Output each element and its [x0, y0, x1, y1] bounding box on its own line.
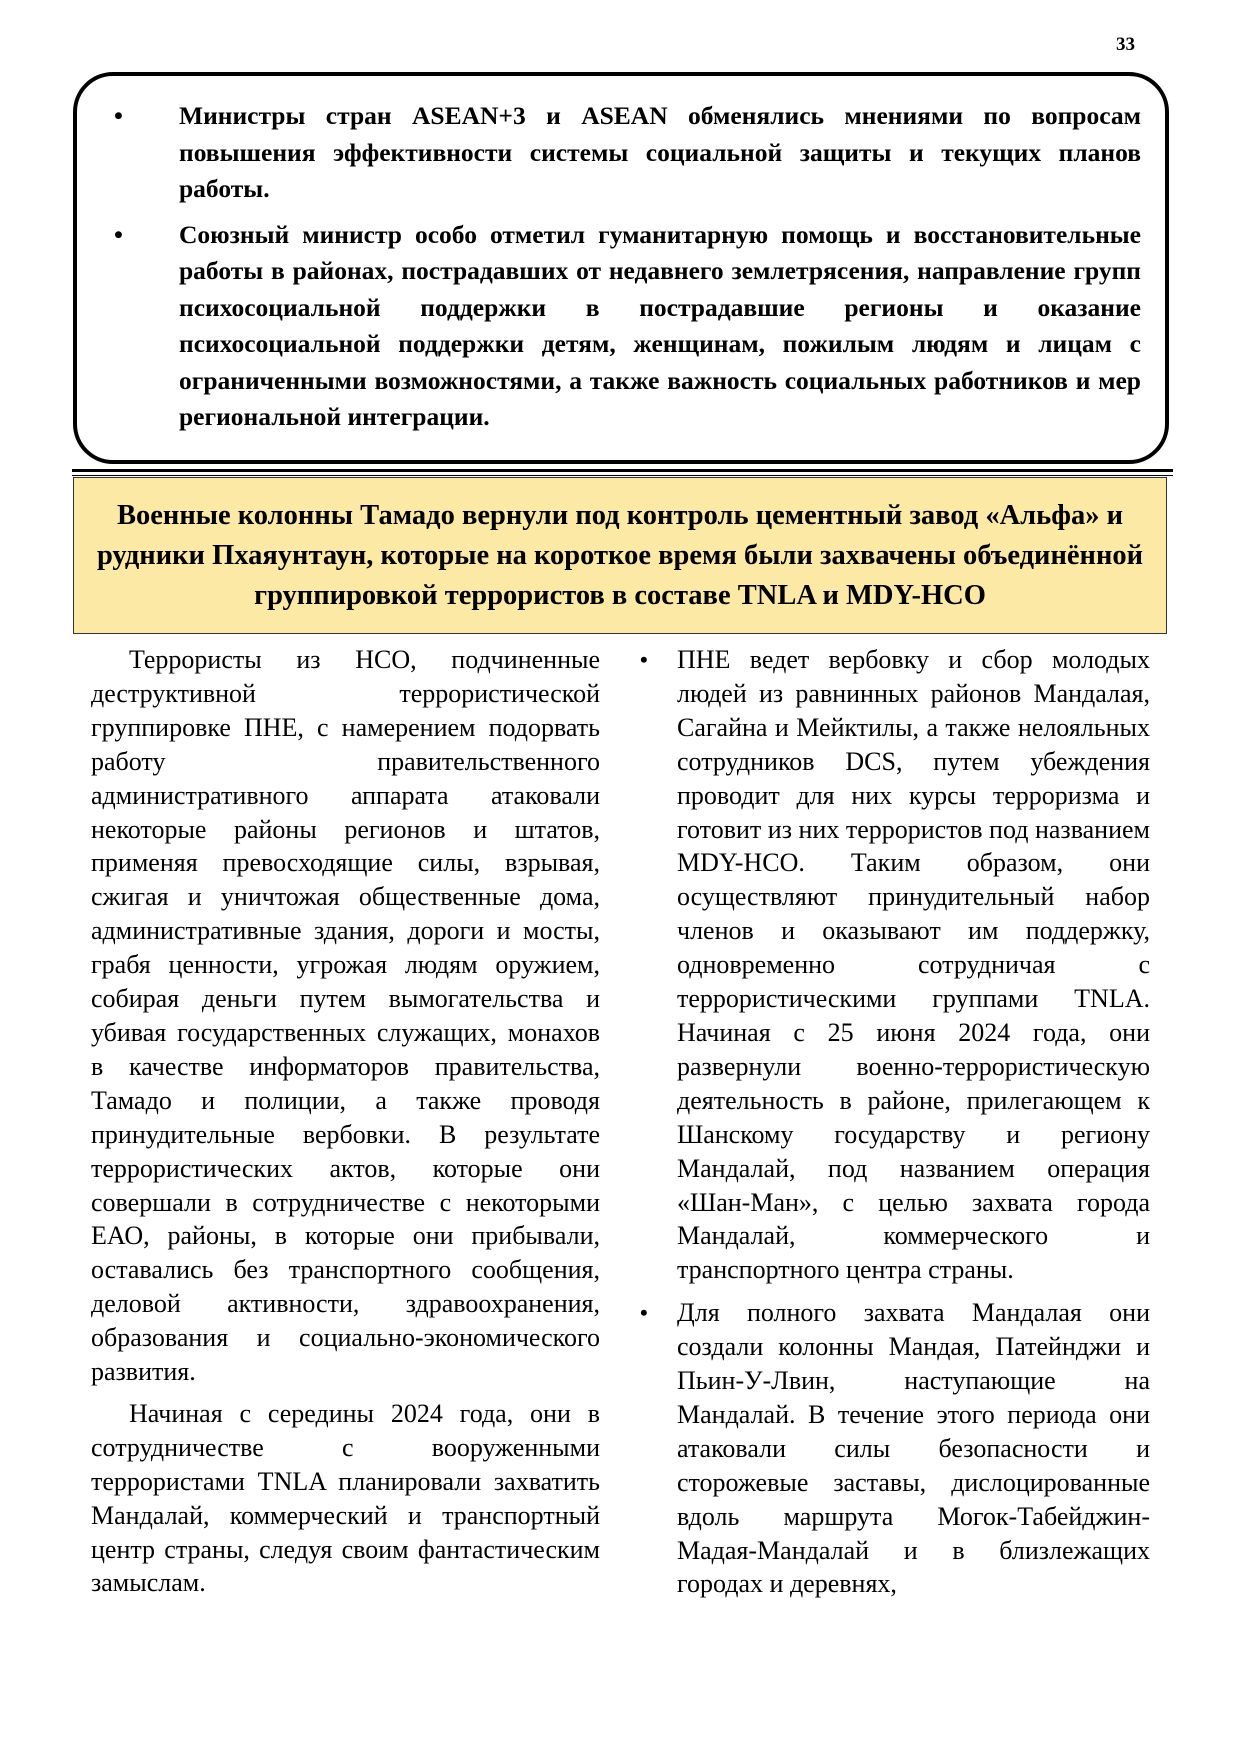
- headline-text: Военные колонны Тамадо вернули под контроль цементный завод «Альфа» и рудники Пхаяунтаун, которые на короткое время были захвачены объединённой группировкой террористов в составе TNLA и MDY-HCO: [96, 499, 1144, 611]
- section-divider-thin: [72, 475, 1173, 476]
- right-column: [640, 643, 1150, 1601]
- body-paragraph: Террористы из НСО, подчиненные деструктивной террористической группировке ПНЕ, с намерением подорвать работу правительственного административного аппарата атаковали некоторые районы регионов и штатов, применяя превосходящие силы, взрывая, сжигая и уничтожая общественные дома, административные здания, дороги и мосты, грабя ценности, угрожая людям оружием, собирая деньги путем вымогательства и убивая государственных служащих, монахов в качестве информаторов правительства, Тамадо и полиции, а также проводя принудительные вербовки. В результате террористических актов, которые они совершали в сотрудничестве с некоторыми ЕАО, районы, в которые они прибывали, оставались без транспортного сообщения, деловой активности, здравоохранения, образования и социально-экономического развития.: [91, 645, 600, 1387]
- bullet-list: [640, 643, 1150, 1601]
- list-item: [640, 1296, 1150, 1601]
- summary-item-text: Союзный министр особо отметил гуманитарную помощь и восстановительные работы в районах, пострадавших от недавнего землетрясения, направление групп психосоциальной поддержки в пострадавшие регионы и оказание психосоциальной поддержки детям, женщинам, пожилым людям и лицам с ограниченными возможностями, а также важность социальных работников и мер региональной интеграции.: [179, 219, 1141, 431]
- bullet-icon: •: [640, 647, 648, 672]
- article-headline: [73, 477, 1167, 634]
- bullet-icon: •: [640, 1300, 648, 1326]
- bullet-icon: •: [114, 101, 123, 130]
- summary-item-text: Министры стран ASEAN+3 и ASEAN обменялись мнениями по вопросам повышения эффективности системы социальной защиты и текущих планов работы.: [179, 101, 1141, 203]
- summary-box: [73, 72, 1169, 464]
- left-column: [91, 643, 600, 1600]
- summary-item: [109, 217, 1141, 436]
- list-item-text: ПНЕ ведет вербовку и сбор молодых людей из равнинных районов Мандалая, Сагайна и Мейктилы, а также нелояльных сотрудников DCS, путем убеждения проводит для них курсы терроризма и готовит из них террористов под названием MDY-HCO. Таким образом, они осуществляют принудительный набор членов и оказывают им поддержку, одновременно сотрудничая с террористическими группами TNLA. Начиная с 25 июня 2024 года, они развернули военно-террористическую деятельность в районе, прилегающем к Шанскому государству и региону Мандалай, под названием операция «Шан-Ман», с целью захвата города Мандалай, коммерческого и транспортного центра страны.: [677, 645, 1150, 1285]
- list-item: [640, 643, 1150, 1287]
- summary-item: [109, 98, 1141, 208]
- body-paragraph: Начиная с середины 2024 года, они в сотрудничестве с вооруженными террористами TNLA планировали захватить Мандалай, коммерческий и транспортный центр страны, следуя своим фантастическим замыслам.: [91, 1398, 600, 1598]
- section-divider: [72, 469, 1173, 472]
- page-number: 33: [1116, 34, 1135, 55]
- summary-list: [109, 98, 1141, 436]
- bullet-icon: •: [114, 219, 123, 249]
- list-item-text: Для полного захвата Мандалая они создали колонны Мандая, Патейнджи и Пьин-У-Лвин, наступающие на Мандалай. В течение этого периода они атаковали силы безопасности и сторожевые заставы, дислоцированные вдоль маршрута Могок-Табейджин-Мадая-Мандалай и в близлежащих городах и деревнях,: [677, 1298, 1150, 1599]
